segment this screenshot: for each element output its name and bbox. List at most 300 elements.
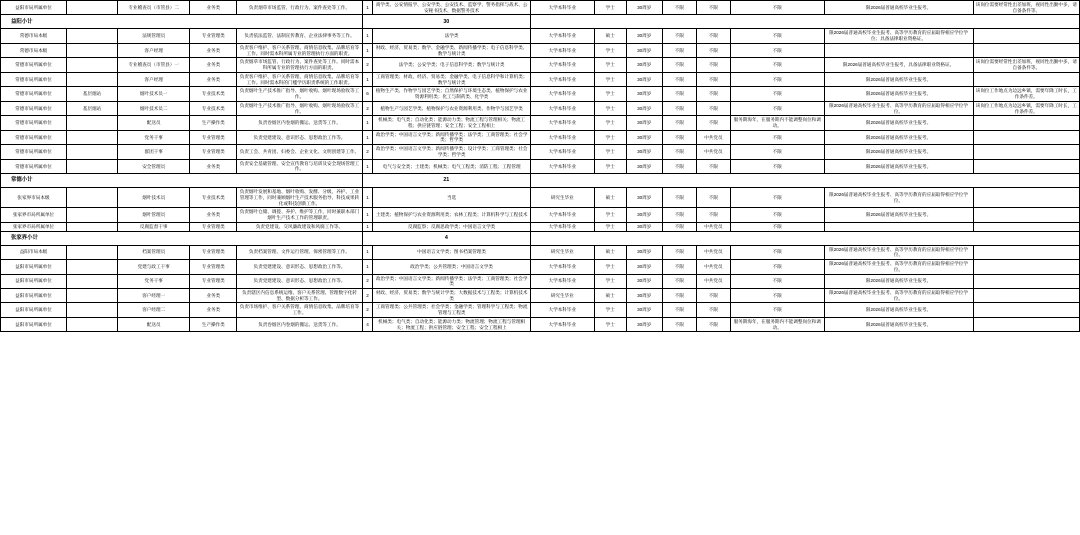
cell-political-status: 不限 xyxy=(696,116,730,130)
cell-major-requirement: 中国语言文学类；图书档案管理类 xyxy=(373,245,530,259)
cell-age: 30周岁 xyxy=(626,208,662,222)
cell-major-requirement: 机械类；电气类；自动化类；能源动力类；物流工程与管理相关；物流工程；供应链管理；安全工程；安全工程相上 xyxy=(373,116,530,130)
cell-post-description: 负责党建建设、意识形态、思想政治工作等。 xyxy=(237,130,363,144)
cell-headcount: 4 xyxy=(362,317,373,331)
cell-degree: 学士 xyxy=(594,87,626,101)
cell-headcount: 1 xyxy=(362,43,373,57)
cell-post-name: 法规管理员 xyxy=(118,29,190,43)
cell-other-condition: 服务期海年，在服务期内不能调整岗位和调动。 xyxy=(730,317,824,331)
cell-education: 大学本科毕业 xyxy=(530,87,594,101)
cell-major-requirement: 土建类；植物保护与农业资源利用类；农林工程类；计算机科学与工程技术 xyxy=(373,208,530,222)
cell-headcount: 1 xyxy=(362,260,373,274)
cell-post-name: 烟叶管理员 xyxy=(118,208,190,222)
table-row xyxy=(1,159,1080,173)
cell-post-category: 专业管理类 xyxy=(190,260,237,274)
cell-headcount: 1 xyxy=(362,208,373,222)
cell-note xyxy=(973,116,1079,130)
cell-extra-requirement: 限2026届普通高校毕业生报考、高等学历教育的应届取得相应学位学位。 xyxy=(824,188,973,208)
cell-subunit xyxy=(66,43,117,57)
cell-post-description: 负责烟草市场监管、行政行为、案件查处等工作。 xyxy=(237,1,363,15)
cell-subunit xyxy=(66,303,117,317)
cell-note xyxy=(973,274,1079,288)
cell-major-requirement: 政治学类；公共管理类；中国语言文学类 xyxy=(373,260,530,274)
subtotal-row xyxy=(1,231,1080,245)
cell-education: 研究生毕业 xyxy=(530,288,594,302)
cell-political-status: 不限 xyxy=(696,1,730,15)
cell-political-status: 中共党员 xyxy=(696,260,730,274)
cell-post-name: 党建与政工干事 xyxy=(118,260,190,274)
cell-political-status: 不限 xyxy=(696,288,730,302)
table-row xyxy=(1,58,1080,72)
cell-post-description: 负责党建建设、意识形态、思想政治工作等。 xyxy=(237,274,363,288)
cell-subunit xyxy=(66,222,117,231)
cell-headcount: 1 xyxy=(362,222,373,231)
cell-post-category: 业务类 xyxy=(190,208,237,222)
cell-post-name: 烟叶技术员一 xyxy=(118,87,190,101)
cell-extra-requirement: 限2026届普通高校毕业生报考。 xyxy=(824,303,973,317)
cell-unit: 益阳市局所属单位 xyxy=(1,288,67,302)
cell-political-status: 不限 xyxy=(696,208,730,222)
table-row xyxy=(1,222,1080,231)
cell-other-condition: 不限 xyxy=(730,72,824,86)
cell-political-status: 不限 xyxy=(696,58,730,72)
table-row xyxy=(1,72,1080,86)
cell-education: 大学本科毕业 xyxy=(530,101,594,115)
cell-other-condition: 不限 xyxy=(730,188,824,208)
cell-political-status: 不限 xyxy=(696,43,730,57)
cell-subunit xyxy=(66,1,117,15)
cell-education: 大学本科毕业 xyxy=(530,116,594,130)
subtotal-row xyxy=(1,15,1080,29)
cell-subunit xyxy=(66,29,117,43)
cell-gender: 不限 xyxy=(662,116,696,130)
cell-gender: 不限 xyxy=(662,101,696,115)
cell-major-requirement: 工商管理类；公共管理类；社会学类；金融学类；管理科学与工程类；物流管理与工程类 xyxy=(373,303,530,317)
cell-post-name: 客户经理二 xyxy=(118,303,190,317)
cell-note xyxy=(973,260,1079,274)
cell-unit: 常德市局所属单位 xyxy=(1,159,67,173)
cell-major-requirement: 材政、经济、贸易类；数学与统计学类；大数据技术与工程类；计算机技术类 xyxy=(373,288,530,302)
cell-extra-requirement: 限2026届普通高校毕业生报考。 xyxy=(824,116,973,130)
cell-degree: 学士 xyxy=(594,116,626,130)
cell-note xyxy=(973,303,1079,317)
cell-headcount: 1 xyxy=(362,29,373,43)
cell-political-status: 不限 xyxy=(696,159,730,173)
cell-note xyxy=(973,222,1079,231)
cell-subunit xyxy=(66,274,117,288)
cell-political-status: 不限 xyxy=(696,188,730,208)
cell-political-status: 不限 xyxy=(696,72,730,86)
cell-major-requirement: 反腐监察；反腐思政学类；中国语言文学类 xyxy=(373,222,530,231)
cell-degree: 学士 xyxy=(594,1,626,15)
cell-post-name: 安全管理员 xyxy=(118,159,190,173)
cell-gender: 不限 xyxy=(662,274,696,288)
cell-subunit xyxy=(66,72,117,86)
cell-gender: 不限 xyxy=(662,159,696,173)
cell-age: 30周岁 xyxy=(626,101,662,115)
cell-other-condition: 不限 xyxy=(730,303,824,317)
cell-headcount: 2 xyxy=(362,145,373,159)
cell-other-condition: 不限 xyxy=(730,58,824,72)
cell-note xyxy=(973,130,1079,144)
table-row xyxy=(1,288,1080,302)
cell-unit: 益阳市局本级 xyxy=(1,245,67,259)
cell-post-category: 业务类 xyxy=(190,43,237,57)
cell-post-description: 负责市场维护、客户关系管理、商情信息收集、品牌培育等工作。 xyxy=(237,303,363,317)
cell-education: 大学本科毕业 xyxy=(530,1,594,15)
cell-post-description: 负责依法监管、法制宣传教育、企业法律事务等工作。 xyxy=(237,29,363,43)
cell-age: 30周岁 xyxy=(626,72,662,86)
cell-age: 30周岁 xyxy=(626,303,662,317)
table-row xyxy=(1,116,1080,130)
cell-note xyxy=(973,72,1079,86)
cell-note: 该岗位需要经常性出差加班，视同性出勤中多，请自备条件等。 xyxy=(973,58,1079,72)
subtotal-label: 益阳小计 xyxy=(1,15,363,29)
cell-other-condition: 不限 xyxy=(730,274,824,288)
cell-degree: 硕士 xyxy=(594,288,626,302)
cell-subunit xyxy=(66,188,117,208)
cell-post-category: 业务类 xyxy=(190,159,237,173)
cell-other-condition: 不限 xyxy=(730,87,824,101)
cell-extra-requirement: 限2026届普通高校毕业生报考、高等学历教育的应届取得相应学位学位。 xyxy=(824,260,973,274)
cell-degree: 学士 xyxy=(594,260,626,274)
cell-education: 大学本科毕业 xyxy=(530,130,594,144)
cell-extra-requirement: 限2026届普通高校毕业生报考。 xyxy=(824,317,973,331)
cell-headcount: 2 xyxy=(362,288,373,302)
cell-degree: 学士 xyxy=(594,222,626,231)
cell-unit: 益阳市局所属单位 xyxy=(1,260,67,274)
cell-post-name: 烟叶技术员二 xyxy=(118,101,190,115)
cell-unit: 常德市局所属单位 xyxy=(1,87,67,101)
cell-major-requirement: 机械类；电气类；自动化类；能源动力类；物流管理；物流工程与管理相关；物流工程；供应链管理；安全工程；安全工程相上 xyxy=(373,317,530,331)
cell-gender: 不限 xyxy=(662,72,696,86)
cell-age: 30周岁 xyxy=(626,58,662,72)
cell-post-name: 专业稽查员（市管县）二 xyxy=(118,1,190,15)
cell-gender: 不限 xyxy=(662,303,696,317)
cell-other-condition: 不限 xyxy=(730,245,824,259)
cell-age: 30周岁 xyxy=(626,317,662,331)
cell-headcount: 1 xyxy=(362,245,373,259)
cell-other-condition: 不限 xyxy=(730,29,824,43)
cell-unit: 常德市局所属单位 xyxy=(1,101,67,115)
cell-note xyxy=(973,145,1079,159)
cell-age: 30周岁 xyxy=(626,29,662,43)
cell-gender: 不限 xyxy=(662,1,696,15)
table-row xyxy=(1,260,1080,274)
cell-political-status: 中共党员 xyxy=(696,145,730,159)
cell-political-status: 中共党员 xyxy=(696,222,730,231)
cell-post-category: 生产操作类 xyxy=(190,317,237,331)
cell-extra-requirement xyxy=(824,222,973,231)
cell-political-status: 中共党员 xyxy=(696,245,730,259)
cell-gender: 不限 xyxy=(662,58,696,72)
cell-headcount: 2 xyxy=(362,58,373,72)
cell-note xyxy=(973,317,1079,331)
cell-post-name: 配送员 xyxy=(118,116,190,130)
cell-political-status: 不限 xyxy=(696,317,730,331)
cell-post-description: 负责烟叶仓储、调拨、养护、维护等工作，同时兼职本部门烟叶生产技术工作的管理职责。 xyxy=(237,208,363,222)
cell-gender: 不限 xyxy=(662,29,696,43)
cell-extra-requirement: 限2026届普通高校毕业生报考。 xyxy=(824,208,973,222)
cell-gender: 不限 xyxy=(662,245,696,259)
cell-note xyxy=(973,43,1079,57)
cell-extra-requirement: 限2026届普通高校毕业生报考、高等学历教育的应届取得相应学位学位。 xyxy=(824,245,973,259)
table-row xyxy=(1,87,1080,101)
cell-note xyxy=(973,288,1079,302)
cell-extra-requirement: 限2026届普通高校毕业生报考。 xyxy=(824,1,973,15)
cell-post-name: 配送员 xyxy=(118,317,190,331)
cell-education: 大学本科毕业 xyxy=(530,29,594,43)
cell-post-description: 负责党建建设、意识形态、思想政治工作等。 xyxy=(237,260,363,274)
cell-headcount: 2 xyxy=(362,303,373,317)
cell-gender: 不限 xyxy=(662,288,696,302)
cell-age: 30周岁 xyxy=(626,130,662,144)
cell-age: 30周岁 xyxy=(626,87,662,101)
table-row xyxy=(1,1,1080,15)
cell-post-description: 负责烟叶生产技术推广指导、烟叶收购、烟叶现场验收等工作。 xyxy=(237,101,363,115)
cell-degree: 硕士 xyxy=(594,29,626,43)
cell-post-category: 专业管理类 xyxy=(190,245,237,259)
cell-extra-requirement: 限2026届普通高校毕业生报考。 xyxy=(824,72,973,86)
cell-post-category: 专业管理类 xyxy=(190,145,237,159)
cell-note xyxy=(973,245,1079,259)
cell-post-name: 档案管理员 xyxy=(118,245,190,259)
cell-note: 该岗位工作地点为边远乡镇，需要年降工时长，工作条件差。 xyxy=(973,101,1079,115)
cell-age: 30周岁 xyxy=(626,245,662,259)
cell-post-description: 负责烟草市场监管、行政行为、案件查处等工作。同时需本科所属专业的管理执行方面的职责。 xyxy=(237,58,363,72)
cell-subunit: 基层烟站 xyxy=(66,87,117,101)
subtotal-filler xyxy=(530,231,1079,245)
cell-headcount: 2 xyxy=(362,274,373,288)
cell-unit: 常德市局所属单位 xyxy=(1,145,67,159)
cell-degree: 学士 xyxy=(594,72,626,86)
table-row xyxy=(1,101,1080,115)
cell-post-description: 负责客户维护、客户关系管理、商情信息收集、品牌培育等工作。同时需本科所属专业的管理执行方面的职责。 xyxy=(237,43,363,57)
cell-post-category: 专业管理类 xyxy=(190,222,237,231)
cell-major-requirement: 法学类；公安学类；电子信息科学类；数学与统计类 xyxy=(373,58,530,72)
cell-post-category: 业务类 xyxy=(190,303,237,317)
cell-extra-requirement: 限2026届普通高校毕业生报考。 xyxy=(824,87,973,101)
cell-degree: 学士 xyxy=(594,130,626,144)
cell-unit: 常德市局所属单位 xyxy=(1,130,67,144)
cell-political-status: 中共党员 xyxy=(696,274,730,288)
table-row xyxy=(1,274,1080,288)
cell-degree: 硕士 xyxy=(594,188,626,208)
cell-unit: 张家界市局本级 xyxy=(1,188,67,208)
cell-note xyxy=(973,159,1079,173)
cell-headcount: 1 xyxy=(362,159,373,173)
cell-extra-requirement: 限2026届普通高校毕业生报考、高等学历教育的应届取得相应学位学位；具备法律职业资格证。 xyxy=(824,29,973,43)
cell-age: 30周岁 xyxy=(626,116,662,130)
cell-subunit xyxy=(66,145,117,159)
cell-gender: 不限 xyxy=(662,317,696,331)
cell-political-status: 不限 xyxy=(696,87,730,101)
subtotal-label: 张家界小计 xyxy=(1,231,363,245)
cell-age: 30周岁 xyxy=(626,274,662,288)
cell-post-name: 客户经理一 xyxy=(118,288,190,302)
table-row xyxy=(1,245,1080,259)
cell-post-description: 负责卷烟区内卷烟的搬运、送货等工作。 xyxy=(237,317,363,331)
table-row xyxy=(1,208,1080,222)
cell-major-requirement: 工商管理类；材政、经济、贸易类；金融学类、电子信息科学和计算机类；数学与统计类 xyxy=(373,72,530,86)
cell-post-category: 生产操作类 xyxy=(190,116,237,130)
subtotal-filler xyxy=(530,174,1079,188)
cell-extra-requirement: 限2026届普通高校毕业生报考。 xyxy=(824,274,973,288)
cell-degree: 学士 xyxy=(594,101,626,115)
cell-post-category: 专业技术类 xyxy=(190,87,237,101)
cell-education: 大学本科毕业 xyxy=(530,222,594,231)
cell-post-description: 负责档案管理、文件运行管理、保密管理等工作。 xyxy=(237,245,363,259)
cell-post-name: 烟叶技术员 xyxy=(118,188,190,208)
cell-major-requirement: 政治学类；中国语言文学类；新闻传播学类；设计学类；工商管理类；社会学类；哲学类 xyxy=(373,145,530,159)
cell-post-description: 负责客户维护、客户关系管理、商情信息收集、品牌培育等工作。同时需本科的门槛学历职责系统的工作职责。 xyxy=(237,72,363,86)
cell-major-requirement: 商学类、公安情报学、公安学类、公安技术、监察学、警务指挥与战术、公安秘书技术、数据警务技术 xyxy=(373,1,530,15)
cell-other-condition: 不限 xyxy=(730,208,824,222)
cell-unit: 常德市局本级 xyxy=(1,29,67,43)
cell-subunit xyxy=(66,58,117,72)
cell-other-condition: 不限 xyxy=(730,1,824,15)
cell-other-condition: 不限 xyxy=(730,288,824,302)
cell-subunit xyxy=(66,288,117,302)
cell-subunit xyxy=(66,260,117,274)
cell-unit: 常德市局所属单位 xyxy=(1,58,67,72)
cell-education: 大学本科毕业 xyxy=(530,303,594,317)
cell-post-description: 负责卷烟区内卷烟的搬运、送货等工作。 xyxy=(237,116,363,130)
cell-unit: 益阳市局所属单位 xyxy=(1,274,67,288)
cell-political-status: 不限 xyxy=(696,101,730,115)
cell-gender: 不限 xyxy=(662,222,696,231)
cell-education: 大学本科毕业 xyxy=(530,260,594,274)
cell-subunit: 基层烟站 xyxy=(66,101,117,115)
cell-extra-requirement: 限2026届普通高校毕业生报考。 xyxy=(824,159,973,173)
cell-unit: 益阳市局所属单位 xyxy=(1,1,67,15)
cell-gender: 不限 xyxy=(662,43,696,57)
cell-post-name: 党务干事 xyxy=(118,274,190,288)
cell-age: 30周岁 xyxy=(626,43,662,57)
table-row xyxy=(1,43,1080,57)
cell-education: 大学本科毕业 xyxy=(530,317,594,331)
cell-post-category: 业务类 xyxy=(190,72,237,86)
cell-other-condition: 不限 xyxy=(730,260,824,274)
cell-education: 大学本科毕业 xyxy=(530,43,594,57)
cell-headcount: 1 xyxy=(362,188,373,208)
cell-education: 研究生毕业 xyxy=(530,188,594,208)
cell-age: 30周岁 xyxy=(626,188,662,208)
cell-headcount: 2 xyxy=(362,101,373,115)
cell-subunit xyxy=(66,208,117,222)
cell-extra-requirement: 限2026届普通高校毕业生报考。 xyxy=(824,130,973,144)
cell-unit: 张家界市局所属单位 xyxy=(1,208,67,222)
cell-age: 30周岁 xyxy=(626,222,662,231)
cell-age: 30周岁 xyxy=(626,145,662,159)
cell-education: 大学本科毕业 xyxy=(530,145,594,159)
table-row xyxy=(1,188,1080,208)
cell-degree: 学士 xyxy=(594,58,626,72)
cell-degree: 学士 xyxy=(594,208,626,222)
cell-subunit xyxy=(66,116,117,130)
table-row xyxy=(1,303,1080,317)
cell-political-status: 不限 xyxy=(696,29,730,43)
cell-post-category: 专业管理类 xyxy=(190,130,237,144)
cell-post-description: 负责烟叶生产技术推广指导、烟叶收购、烟叶现场验收等工作。 xyxy=(237,87,363,101)
cell-major-requirement: 植物生产类、作物学与园艺学类；自然保护与环境生态类、植物保护与农业资源利用类；化工与制药类、化学类 xyxy=(373,87,530,101)
cell-note: 该岗位需要经常性出差加班，视同性出勤中多，请自备条件等。 xyxy=(973,1,1079,15)
cell-major-requirement: 法学类 xyxy=(373,29,530,43)
cell-note xyxy=(973,188,1079,208)
cell-extra-requirement: 限2026届普通高校毕业生报考、高等学历教育的应届取得相应学位学位。 xyxy=(824,288,973,302)
table-row xyxy=(1,145,1080,159)
cell-unit: 张家界市局所属单位 xyxy=(1,222,67,231)
cell-degree: 学士 xyxy=(594,303,626,317)
cell-extra-requirement xyxy=(824,43,973,57)
cell-subunit xyxy=(66,245,117,259)
cell-other-condition: 不限 xyxy=(730,222,824,231)
cell-post-category: 业务类 xyxy=(190,58,237,72)
cell-major-requirement: 电气与安全类；土建类；机械类；电气工程类；消防工程；工程管理 xyxy=(373,159,530,173)
cell-gender: 不限 xyxy=(662,208,696,222)
cell-subunit xyxy=(66,317,117,331)
cell-post-category: 专业技术类 xyxy=(190,188,237,208)
cell-degree: 学士 xyxy=(594,274,626,288)
cell-education: 大学本科毕业 xyxy=(530,159,594,173)
cell-education: 大学本科毕业 xyxy=(530,58,594,72)
cell-political-status: 中共党员 xyxy=(696,130,730,144)
cell-note xyxy=(973,208,1079,222)
cell-headcount: 1 xyxy=(362,116,373,130)
cell-gender: 不限 xyxy=(662,130,696,144)
cell-major-requirement: 财政、经济、贸易类；数学、金融学类、新闻传播学类；电子信息科学类、数学与统计类 xyxy=(373,43,530,57)
subtotal-label: 常德小计 xyxy=(1,174,363,188)
cell-gender: 不限 xyxy=(662,145,696,159)
cell-post-description: 负责烟叶发展和基地、烟叶收购、发酵、分级、养护、工业管理等工作，同时兼顾烟叶生产技术服务指导、科技成果转化或科技创新工作。 xyxy=(237,188,363,208)
cell-other-condition: 服务期海年，在服务期内不能调整岗位和调动。 xyxy=(730,116,824,130)
cell-unit: 益阳市局所属单位 xyxy=(1,317,67,331)
table-row xyxy=(1,317,1080,331)
cell-degree: 学士 xyxy=(594,145,626,159)
subtotal-filler xyxy=(530,15,1079,29)
cell-post-category: 业务类 xyxy=(190,1,237,15)
cell-gender: 不限 xyxy=(662,260,696,274)
cell-post-name: 群团干事 xyxy=(118,145,190,159)
cell-age: 30周岁 xyxy=(626,288,662,302)
cell-unit: 益阳市局所属单位 xyxy=(1,303,67,317)
cell-post-category: 专业管理类 xyxy=(190,29,237,43)
cell-post-description: 负责党建设、交风廉政建设和风腐工作等。 xyxy=(237,222,363,231)
table-row xyxy=(1,130,1080,144)
cell-education: 大学本科毕业 xyxy=(530,72,594,86)
cell-major-requirement: 植物生产与园艺学类、植物保护与农业资源利用类、作物学与园艺学类 xyxy=(373,101,530,115)
cell-other-condition: 不限 xyxy=(730,101,824,115)
subtotal-count: 21 xyxy=(362,174,530,188)
cell-post-description: 负责安全基础管理、安全宣传教育与培训及安全现场管理工作。 xyxy=(237,159,363,173)
cell-extra-requirement: 限2026届普通高校毕业生报考。 xyxy=(824,145,973,159)
cell-major-requirement: 政治学类；中国语言文学类；新闻传播学类；法学类；工商管理类；社会学类 xyxy=(373,274,530,288)
cell-post-category: 业务类 xyxy=(190,288,237,302)
table-row xyxy=(1,29,1080,43)
cell-note: 该岗位工作地点为边远乡镇，需要年降工时长，工作条件差。 xyxy=(973,87,1079,101)
cell-other-condition: 不限 xyxy=(730,145,824,159)
cell-degree: 学士 xyxy=(594,43,626,57)
cell-unit: 常德市局所属单位 xyxy=(1,72,67,86)
cell-headcount: 1 xyxy=(362,1,373,15)
cell-subunit xyxy=(66,159,117,173)
cell-education: 研究生毕业 xyxy=(530,245,594,259)
cell-other-condition: 不限 xyxy=(730,43,824,57)
cell-gender: 不限 xyxy=(662,87,696,101)
cell-gender: 不限 xyxy=(662,188,696,208)
cell-age: 30周岁 xyxy=(626,260,662,274)
cell-post-description: 负责工会、共青团、妇委会、企业文化、文明创建等工作。 xyxy=(237,145,363,159)
